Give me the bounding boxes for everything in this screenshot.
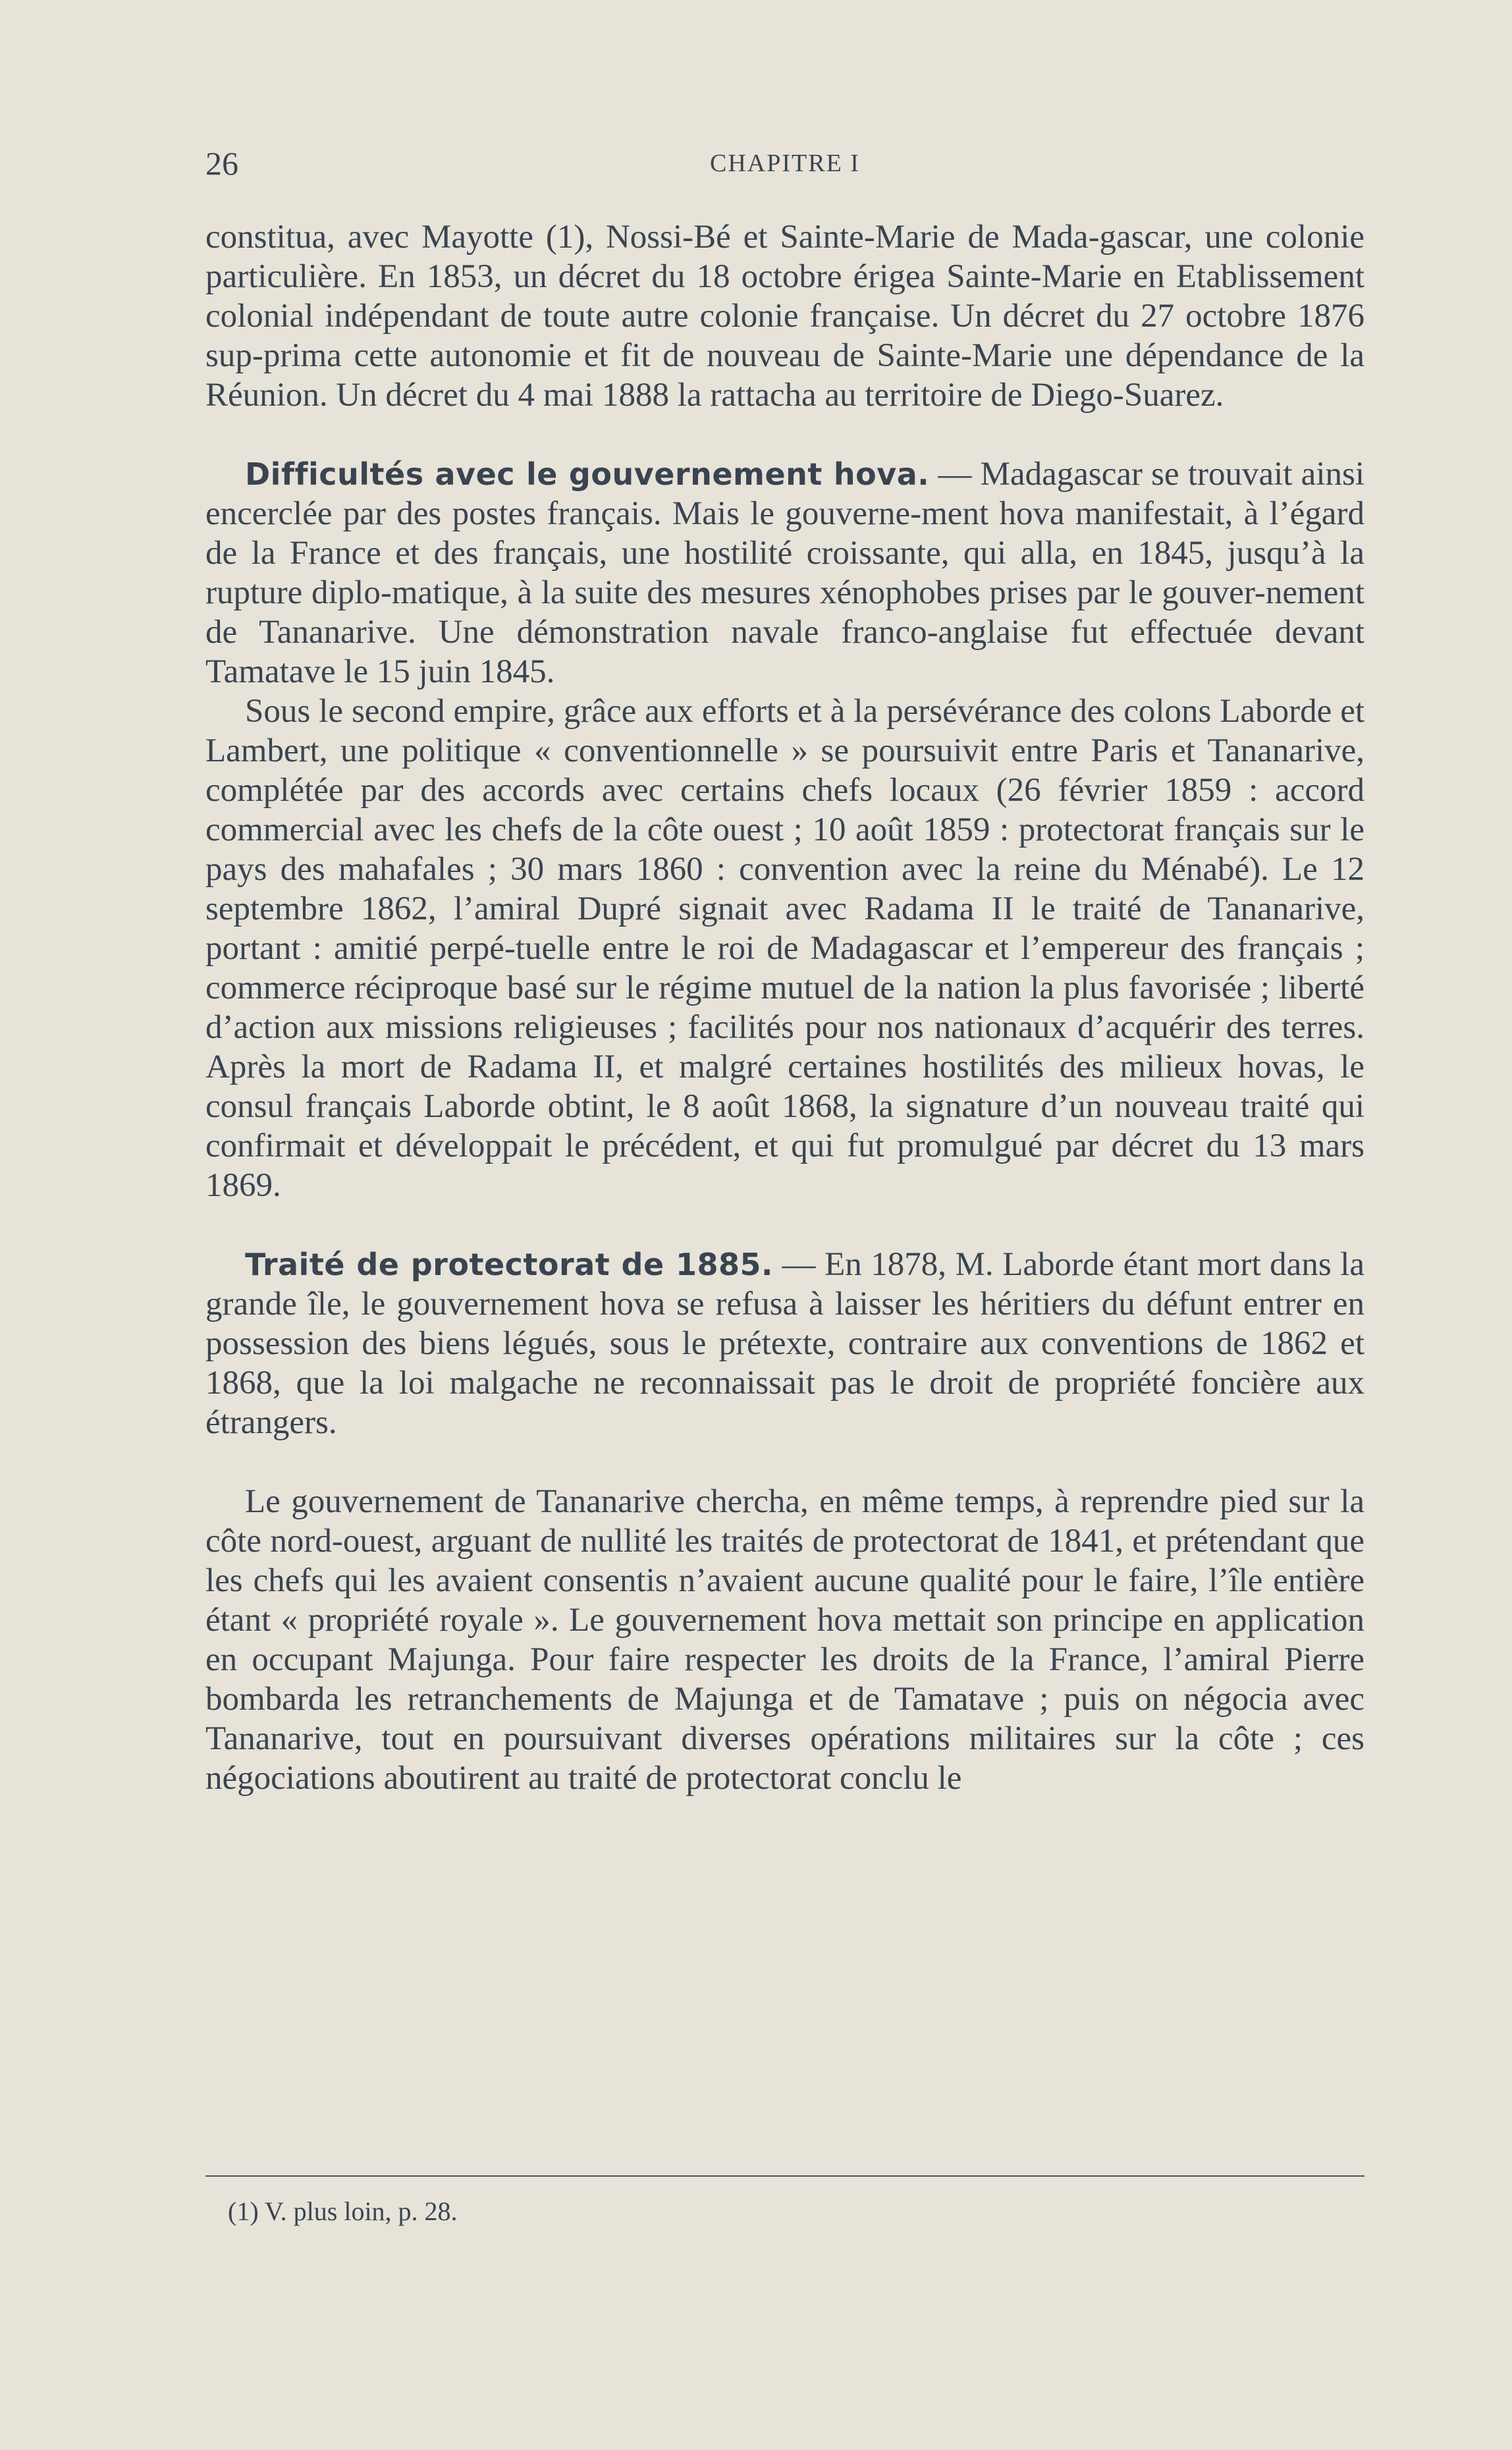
body-text (205, 217, 1364, 1798)
paragraph: constitua, avec Mayotte (1), Nossi-Bé et Sainte-Marie de Mada-gascar, une colonie particulière. En 1853, un décret du 18 octobre érigea Sainte-Marie en Etablissement colonial indépendant de toute autre colonie française. Un décret du 27 octobre 1876 sup-prima cette autonomie et fit de nouveau de Sainte-Marie une dépendance de la Réunion. Un décret du 4 mai 1888 la rattacha au territoire de Diego-Suarez. (205, 219, 1364, 414)
paragraph: Sous le second empire, grâce aux efforts et à la persévérance des colons Laborde et Lambert, une politique « conventionnelle » se poursuivit entre Paris et Tananarive, complétée par des accords avec certains chefs locaux (26 février 1859 : accord commercial avec les chefs de la côte ouest ; 10 août 1859 : protectorat français sur le pays des mahafales ; 30 mars 1860 : convention avec la reine du Ménabé). Le 12 septembre 1862, l’amiral Dupré signait avec Radama II le traité de Tananarive, portant : amitié perpé-tuelle entre le roi de Madagascar et l’empereur des français ; commerce réciproque basé sur le régime mutuel de la nation la plus favorisée ; liberté d’action aux missions religieuses ; facilités pour nos nationaux d’acquérir des terres. Après la mort de Radama II, et malgré certaines hostilités des milieux hovas, le consul français Laborde obtint, le 8 août 1868, la signature d’un nouveau traité qui confirmait et développait le précédent, et qui fut promulgué par décret du 13 mars 1869. (205, 693, 1364, 1204)
paragraph: Le gouvernement de Tananarive chercha, en même temps, à reprendre pied sur la côte nord-ouest, arguant de nullité les traités de protectorat de 1841, et prétendant que les chefs qui les avaient consentis n’avaient aucune qualité pour le faire, l’île entière étant « propriété royale ». Le gouvernement hova mettait son principe en application en occupant Majunga. Pour faire respecter les droits de la France, l’amiral Pierre bombarda les retranchements de Majunga et de Tamatave ; puis on négocia avec Tananarive, tout en poursuivant diverses opérations militaires sur la côte ; ces négociations aboutirent au traité de protectorat conclu le (205, 1483, 1364, 1797)
section-paragraph (205, 1245, 1364, 1442)
page-number: 26 (205, 145, 238, 182)
footnote-divider (205, 2175, 1364, 2177)
paragraph-text: — En 1878, M. Laborde étant mort dans la grande île, le gouvernement hova se refusa à laisser les héritiers du défunt entrer en possession des biens légués, sous le prétexte, contraire aux conventions de 1862 et 1868, que la loi malgache ne reconnaissait pas le droit de propriété foncière aux étrangers. (205, 1246, 1365, 1441)
running-head: CHAPITRE I (710, 150, 860, 177)
footnote: (1) V. plus loin, p. 28. (228, 2196, 458, 2226)
section-paragraph (205, 454, 1364, 692)
section-heading: Traité de protectorat de 1885. (245, 1247, 773, 1282)
paragraph-text: — Madagascar se trouvait ainsi encerclée par des postes français. Mais le gouverne-ment hova manifestait, à l’égard de la France et des français, une hostilité croissante, qui alla, en 1845, jusqu’à la rupture diplo-matique, à la suite des mesures xénophobes prises par le gouver-nement de Tananarive. Une démonstration navale franco-anglaise fut effectuée devant Tamatave le 15 juin 1845. (205, 456, 1364, 690)
page-header (205, 144, 1364, 183)
section-heading: Difficultés avec le gouvernement hova. (245, 456, 930, 492)
